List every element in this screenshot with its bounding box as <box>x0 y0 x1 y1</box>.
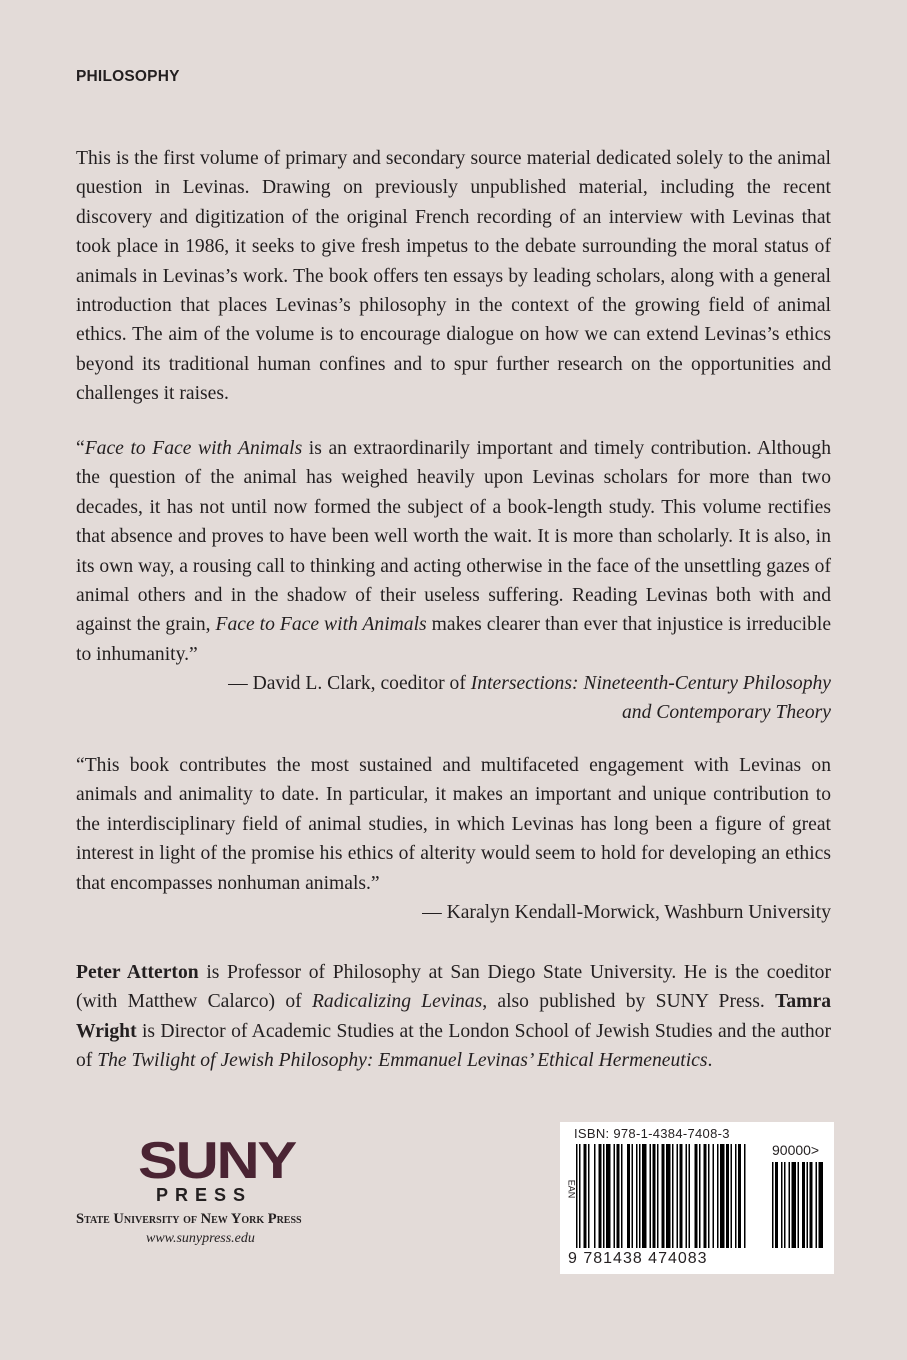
endorsement-attribution-1 <box>211 669 831 728</box>
endorsement-quote-2: “This book contributes the most sustained and multifaceted engagement with Levinas on animals and animality to date. In particular, it makes an important and unique contribution to the interdisciplinary field of animal studies, in which Levinas has long been a figure of great interest in light of the promise his ethics of alterity would seem to hold for developing an ethics that encompasses nonhuman animals.” <box>76 755 831 894</box>
barcode-bar <box>584 1144 587 1248</box>
addon-barcode-bars <box>772 1162 824 1250</box>
bio-text: is Professor of Philosophy at San Diego State University. He is the coeditor (with Matthew Calarco) of <box>76 962 831 1013</box>
barcode-bar <box>731 1144 733 1248</box>
barcode-bar <box>819 1162 824 1248</box>
barcode-bar <box>807 1162 809 1248</box>
barcode-bar <box>603 1144 605 1248</box>
barcode-bar <box>650 1144 652 1248</box>
barcode <box>560 1122 834 1274</box>
endorsement-quote-1 <box>76 434 831 669</box>
barcode-bar <box>662 1144 665 1248</box>
publisher-url: www.sunypress.edu <box>146 1231 255 1246</box>
barcode-bar <box>614 1144 616 1248</box>
barcode-bar <box>579 1144 581 1248</box>
author-name: Peter Atterton <box>76 962 199 983</box>
barcode-bar <box>695 1144 698 1248</box>
quote-text: is an extraordinarily important and timely contribution. Although the question of the animal has weighed heavily upon Levinas scholars for more than two decades, it has not until now formed the subject of a book-length study. This volume rectifies that absence and proves to have been well worth the wait. It is more than scholarly. It is also, in its own way, a rousing call to thinking and acting otherwise in the face of the unsettling gazes of animal others and in the shadow of their useless suffering. Reading Levinas both with and against the grain, <box>76 438 831 636</box>
barcode-bar <box>798 1162 800 1248</box>
quote-open: “ <box>76 438 85 459</box>
barcode-bar <box>699 1144 701 1248</box>
barcode-bar <box>738 1144 741 1248</box>
barcode-bar <box>588 1144 590 1248</box>
attribution-text: — David L. Clark, coeditor of <box>228 673 471 694</box>
barcode-bar <box>775 1162 778 1248</box>
barcode-bar <box>781 1162 783 1248</box>
author-name: Tamra Wright <box>76 991 831 1042</box>
barcode-bar <box>810 1162 813 1248</box>
endorsement-attribution-2: — Karalyn Kendall-Morwick, Washburn University <box>422 902 831 923</box>
barcode-bar <box>606 1144 611 1248</box>
barcode-bar <box>657 1144 659 1248</box>
barcode-bar <box>717 1144 719 1248</box>
bio-text: . <box>707 1050 713 1072</box>
barcode-bar <box>772 1162 774 1248</box>
barcode-bar <box>621 1144 623 1248</box>
barcode-bar <box>636 1144 638 1248</box>
barcode-bar <box>689 1144 691 1248</box>
description-paragraph: This is the first volume of primary and secondary source material dedicated solely to the animal question in Levinas. Drawing on previously unpublished material, including the recent discovery and digitization of the original French recording of an interview with Levinas that took place in 1986, it seeks to give fresh impetus to the debate surrounding the moral status of animals in Levinas’s work. The book offers ten essays by leading scholars, along with a general introduction that places Levinas’s philosophy in the context of the growing field of animal ethics. The aim of the volume is to encourage dialogue on how we can extend Levinas’s ethics beyond its traditional human confines and to spur further research on the opportunities and challenges it raises. <box>76 148 831 405</box>
barcode-bar <box>576 1144 578 1248</box>
barcode-bar <box>713 1144 715 1248</box>
barcode-bar <box>704 1144 707 1248</box>
barcode-bar <box>639 1144 641 1248</box>
barcode-bar <box>735 1144 737 1248</box>
bio-text: is Director of Academic Studies at the London School of Jewish Studies and the author of <box>76 1020 831 1072</box>
bio-text: , also published by SUNY Press. <box>482 991 776 1013</box>
publisher-name: State University of New York Press <box>76 1211 302 1227</box>
barcode-bar <box>789 1162 791 1248</box>
barcode-bar <box>792 1162 797 1248</box>
barcode-bar <box>599 1144 602 1248</box>
barcode-bar <box>744 1144 746 1248</box>
book-title: Face to Face with Animals <box>84 438 303 459</box>
barcode-bar <box>726 1144 729 1248</box>
quote-text: makes clearer than ever that injustice is irreducible to inhumanity.” <box>76 614 832 665</box>
barcode-bar <box>784 1162 786 1248</box>
barcode-bar <box>680 1144 683 1248</box>
barcode-bar <box>653 1144 656 1248</box>
isbn-label: ISBN: 978-1-4384-7408-3 <box>574 1126 730 1141</box>
barcode-bar <box>632 1144 634 1248</box>
barcode-bar <box>802 1162 805 1248</box>
barcode-bar <box>677 1144 679 1248</box>
suny-wordmark: SUNY <box>138 1132 295 1190</box>
barcode-bar <box>642 1144 647 1248</box>
barcode-bar <box>672 1144 674 1248</box>
press-wordmark: PRESS <box>156 1185 253 1205</box>
price-code: 90000> <box>772 1142 820 1158</box>
bio-book-title: The Twilight of Jewish Philosophy: Emmanuel Levinas’ Ethical Hermeneutics <box>97 1050 708 1072</box>
barcode-bar <box>686 1144 688 1248</box>
category-label: PHILOSOPHY <box>76 68 180 85</box>
author-bios <box>76 958 831 1076</box>
barcode-bar <box>594 1144 596 1248</box>
barcode-bar <box>617 1144 620 1248</box>
ean-digits: 9 781438 474083 <box>568 1250 708 1267</box>
attribution-book-title: Intersections: Nineteenth-Century Philosophy and Contemporary Theory <box>470 673 831 724</box>
barcode-bar <box>708 1144 710 1248</box>
barcode-bar <box>720 1144 725 1248</box>
bio-book-title: Radicalizing Levinas <box>311 991 483 1013</box>
barcode-bar <box>816 1162 818 1248</box>
barcode-bar <box>627 1144 630 1248</box>
book-title: Face to Face with Animals <box>215 614 427 636</box>
ean-barcode-bars <box>576 1144 746 1252</box>
barcode-bar <box>666 1144 671 1248</box>
ean-label: EAN <box>566 1179 577 1199</box>
